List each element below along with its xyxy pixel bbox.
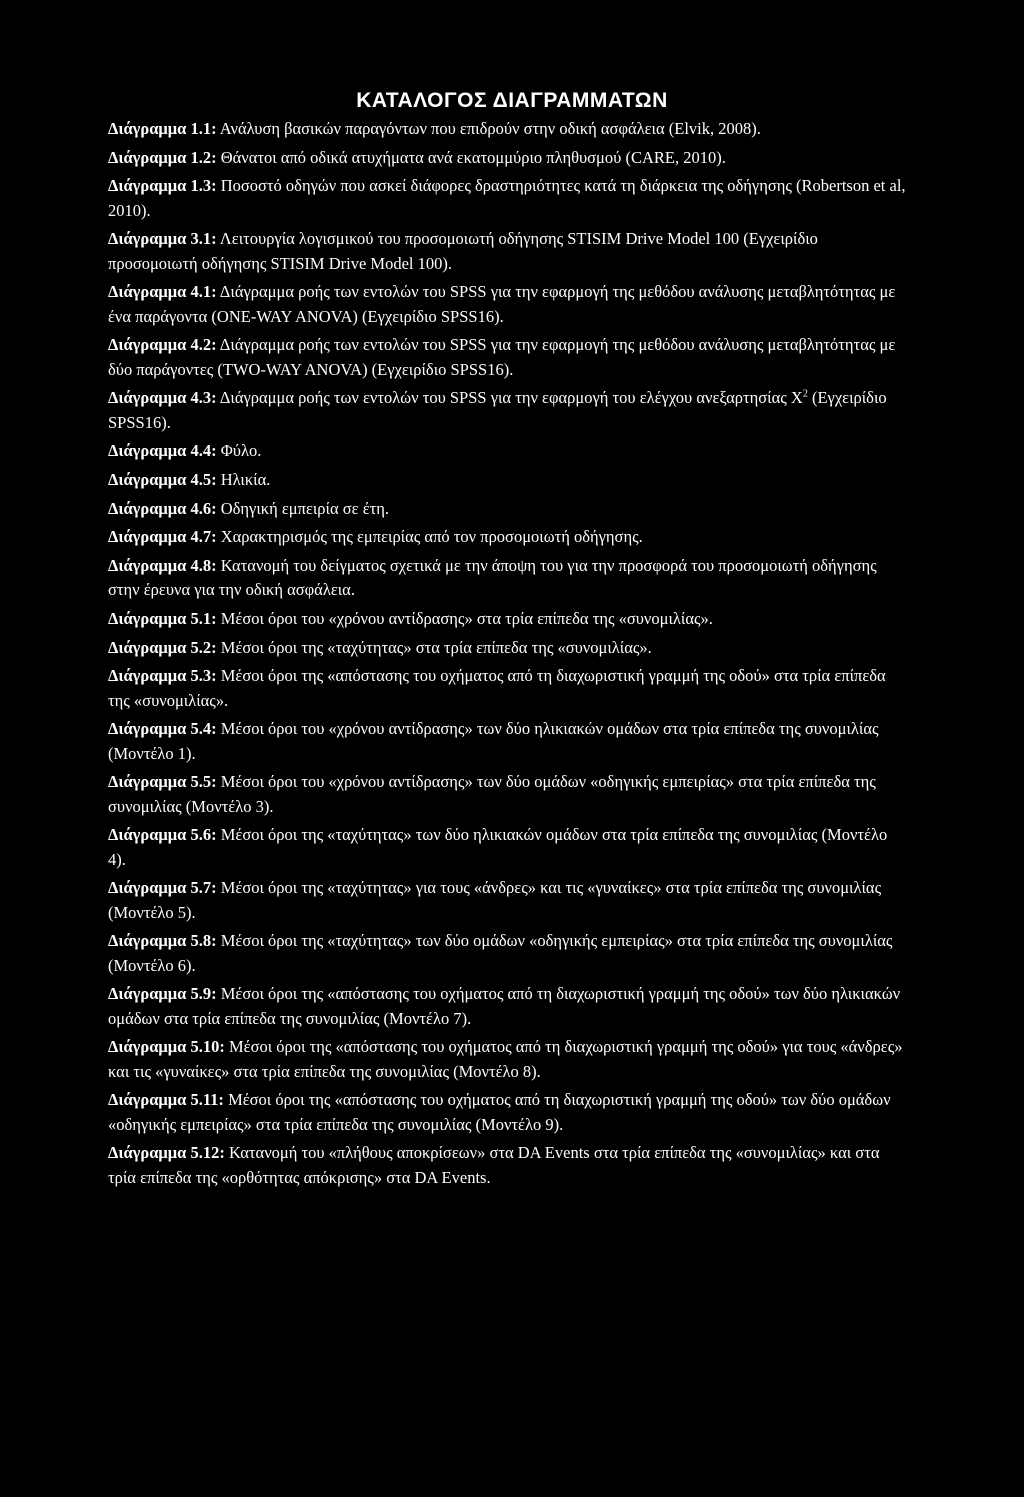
entry-text: Μέσοι όροι της «απόστασης του οχήματος από τη διαχωριστική γραμμή της οδού» των δύο ομάδων «οδηγικής εμπειρίας» στα τρία επίπεδα της συνομιλίας (Μοντέλο 9).	[108, 1090, 891, 1134]
entry-label: Διάγραμμα 1.3:	[108, 176, 217, 196]
entry-text: Μέσοι όροι του «χρόνου αντίδρασης» των δύο ομάδων «οδηγικής εμπειρίας» στα τρία επίπεδα της συνομιλίας (Μοντέλο 3).	[108, 772, 876, 816]
figure-list	[108, 117, 908, 1194]
entry-label: Διάγραμμα 4.3:	[108, 388, 217, 408]
list-item	[108, 280, 908, 329]
entry-text: Μέσοι όροι του «χρόνου αντίδρασης» στα τρία επίπεδα της «συνομιλίας».	[216, 609, 713, 629]
entry-label: Διάγραμμα 1.2:	[108, 147, 217, 167]
entry-text: Μέσοι όροι της «ταχύτητας» των δύο ηλικιακών ομάδων στα τρία επίπεδα της συνομιλίας (Μοντέλο 4).	[108, 825, 888, 869]
entry-label: Διάγραμμα 5.8:	[108, 931, 217, 951]
page-title: ΚΑΤΑΛΟΓΟΣ ΔΙΑΓΡΑΜΜΑΤΩΝ	[356, 89, 668, 112]
list-item	[108, 439, 908, 463]
entry-text: Φύλο.	[216, 441, 262, 461]
entry-label: Διάγραμμα 5.4:	[108, 719, 217, 739]
entry-label: Διάγραμμα 4.5:	[108, 469, 217, 489]
entry-text: Διάγραμμα ροής των εντολών του SPSS για την εφαρμογή της μεθόδου ανάλυσης μεταβλητότητας με ένα παράγοντα (ONE-WAY ANOVA) (Εγχειρίδιο SPSS16).	[108, 282, 896, 326]
list-item	[108, 468, 908, 492]
entry-text: Μέσοι όροι της «ταχύτητας» στα τρία επίπεδα της «συνομιλίας».	[216, 637, 652, 657]
list-item	[108, 497, 908, 521]
entry-text: Ποσοστό οδηγών που ασκεί διάφορες δραστηριότητες κατά τη διάρκεια της οδήγησης (Robertson et al, 2010).	[108, 176, 906, 220]
entry-label: Διάγραμμα 5.10:	[108, 1037, 225, 1057]
entry-text: Λειτουργία λογισμικού του προσομοιωτή οδήγησης STISIM Drive Model 100 (Εγχειρίδιο προσομοιωτή οδήγησης STISIM Drive Model 100).	[108, 229, 818, 273]
list-item	[108, 770, 908, 819]
entry-label: Διάγραμμα 4.2:	[108, 335, 217, 355]
entry-text-after: (Εγχειρίδιο SPSS16).	[108, 388, 887, 432]
entry-text: Ηλικία.	[216, 469, 271, 489]
list-item	[108, 333, 908, 382]
entry-text: Διάγραμμα ροής των εντολών του SPSS για την εφαρμογή του ελέγχου ανεξαρτησίας X	[216, 388, 803, 408]
list-item	[108, 1035, 908, 1084]
entry-text: Μέσοι όροι της «απόστασης του οχήματος από τη διαχωριστική γραμμή της οδού» στα τρία επίπεδα της «συνομιλίας».	[108, 666, 886, 710]
entry-text: Θάνατοι από οδικά ατυχήματα ανά εκατομμύριο πληθυσμού (CARE, 2010).	[216, 147, 726, 167]
list-item	[108, 717, 908, 766]
entry-text: Μέσοι όροι της «απόστασης του οχήματος από τη διαχωριστική γραμμή της οδού» των δύο ηλικιακών ομάδων στα τρία επίπεδα της συνομιλίας (Μοντέλο 7).	[108, 984, 901, 1028]
entry-text: Μέσοι όροι της «ταχύτητας» των δύο ομάδων «οδηγικής εμπειρίας» στα τρία επίπεδα της συνομιλίας (Μοντέλο 6).	[108, 931, 893, 975]
entry-label: Διάγραμμα 5.12:	[108, 1143, 225, 1163]
entry-label: Διάγραμμα 5.2:	[108, 637, 217, 657]
entry-text: Κατανομή του «πλήθους αποκρίσεων» στα DA Events στα τρία επίπεδα της «συνομιλίας» και στα τρία επίπεδα της «ορθότητας απόκρισης» στα DA Events.	[108, 1143, 880, 1187]
entry-label: Διάγραμμα 5.6:	[108, 825, 217, 845]
entry-label: Διάγραμμα 5.9:	[108, 984, 217, 1004]
entry-text: Μέσοι όροι του «χρόνου αντίδρασης» των δύο ηλικιακών ομάδων στα τρία επίπεδα της συνομιλίας (Μοντέλο 1).	[108, 719, 879, 763]
entry-label: Διάγραμμα 4.1:	[108, 282, 217, 302]
list-item	[108, 823, 908, 872]
entry-text: Διάγραμμα ροής των εντολών του SPSS για την εφαρμογή της μεθόδου ανάλυσης μεταβλητότητας με δύο παράγοντες (TWO-WAY ANOVA) (Εγχειρίδιο SPSS16).	[108, 335, 896, 379]
list-item	[108, 117, 908, 141]
entry-text: Ανάλυση βασικών παραγόντων που επιδρούν στην οδική ασφάλεια (Elvik, 2008).	[216, 119, 761, 138]
entry-text: Χαρακτηρισμός της εμπειρίας από τον προσομοιωτή οδήγησης.	[216, 527, 643, 547]
list-item	[108, 174, 908, 223]
entry-label: Διάγραμμα 4.7:	[108, 527, 217, 547]
entry-label: Διάγραμμα 5.1:	[108, 609, 217, 629]
entry-label: Διάγραμμα 5.5:	[108, 772, 217, 792]
entry-text: Κατανομή του δείγματος σχετικά με την άποψη του για την προσφορά του προσομοιωτή οδήγησης στην έρευνα για την οδική ασφάλεια.	[108, 556, 877, 600]
list-item	[108, 929, 908, 978]
list-item	[108, 227, 908, 276]
list-item	[108, 386, 908, 435]
list-item	[108, 525, 908, 549]
entry-label: Διάγραμμα 5.3:	[108, 666, 217, 686]
entry-text: Οδηγική εμπειρία σε έτη.	[216, 498, 390, 518]
entry-label: Διάγραμμα 5.7:	[108, 878, 217, 898]
list-item	[108, 876, 908, 925]
list-item	[108, 664, 908, 713]
list-item	[108, 1088, 908, 1137]
list-item	[108, 982, 908, 1031]
entry-label: Διάγραμμα 4.4:	[108, 441, 217, 461]
entry-label: Διάγραμμα 4.6:	[108, 498, 217, 518]
entry-label: Διάγραμμα 1.1:	[108, 119, 217, 138]
entry-text: Μέσοι όροι της «ταχύτητας» για τους «άνδρες» και τις «γυναίκες» στα τρία επίπεδα της συνομιλίας (Μοντέλο 5).	[108, 878, 882, 922]
entry-text: Μέσοι όροι της «απόστασης του οχήματος από τη διαχωριστική γραμμή της οδού» για τους «άνδρες» και τις «γυναίκες» στα τρία επίπεδα της συνομιλίας (Μοντέλο 8).	[108, 1037, 903, 1081]
entry-label: Διάγραμμα 3.1:	[108, 229, 217, 249]
entry-label: Διάγραμμα 4.8:	[108, 556, 217, 576]
list-item	[108, 146, 908, 170]
list-item	[108, 636, 908, 660]
list-item	[108, 554, 908, 603]
list-item	[108, 607, 908, 631]
entry-label: Διάγραμμα 5.11:	[108, 1090, 224, 1110]
superscript: 2	[802, 388, 808, 400]
list-item	[108, 1141, 908, 1190]
